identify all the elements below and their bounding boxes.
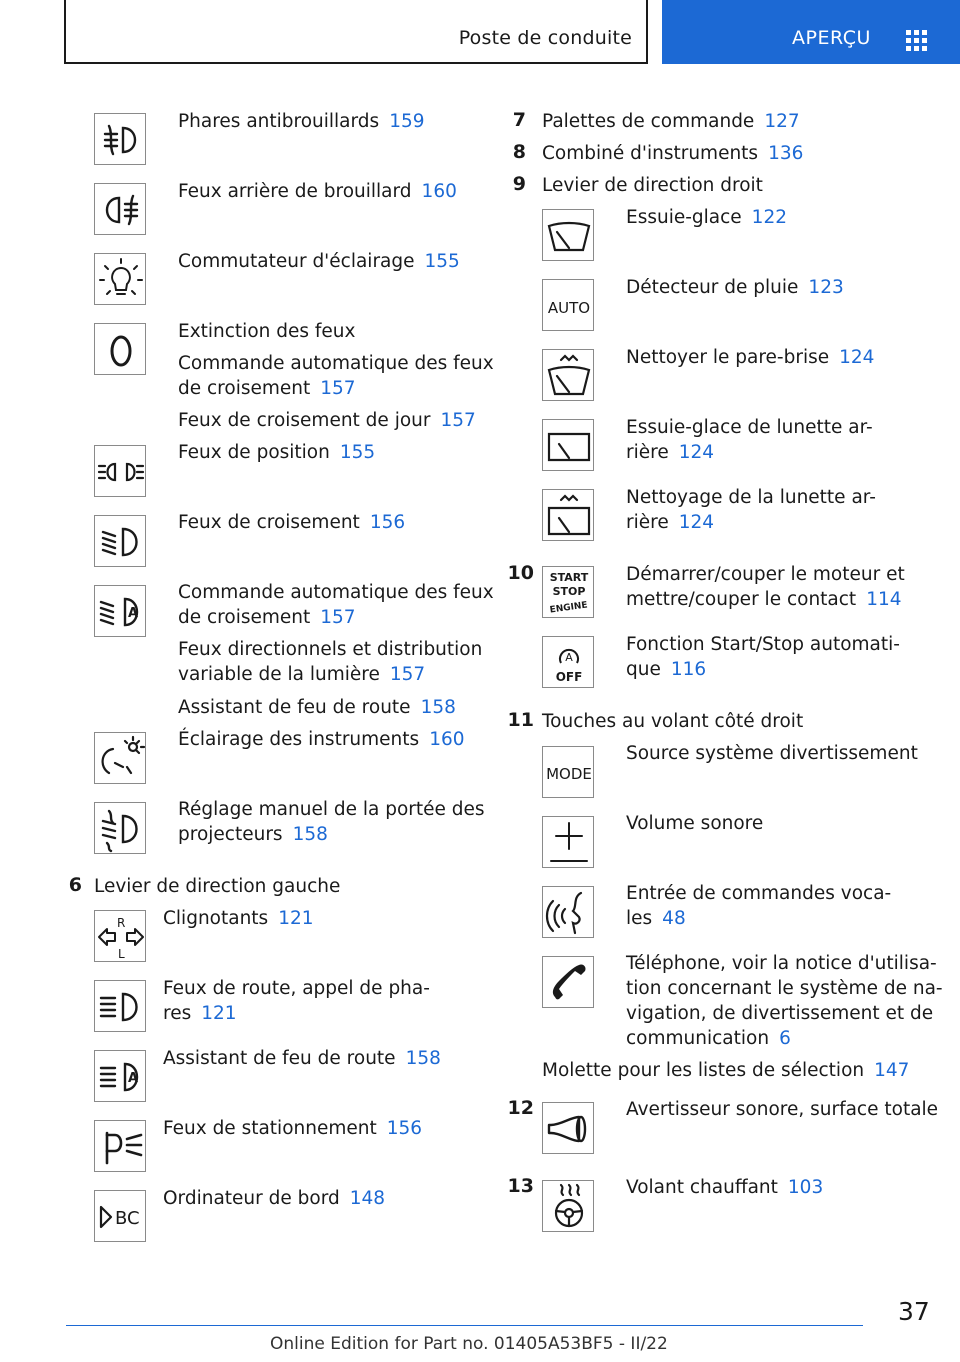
page-ref-link[interactable]: 124 <box>678 442 715 463</box>
page-ref-link[interactable]: 160 <box>429 729 465 750</box>
heated-steering-wheel-icon <box>542 1180 594 1232</box>
list-item: Molette pour les listes de sélection 147 <box>542 1060 910 1081</box>
list-item: Feux de position 155 <box>178 442 376 463</box>
header-title: Poste de conduite <box>458 27 632 49</box>
page-ref-link[interactable]: 114 <box>866 589 902 610</box>
list-item: Assistant de feu de route 158 <box>163 1048 441 1069</box>
page-ref-link[interactable]: 121 <box>278 908 314 929</box>
rear-fog-light-icon <box>94 183 146 235</box>
list-item: Feux de stationnement 156 <box>163 1118 423 1139</box>
off-label: OFF <box>555 670 583 684</box>
page-ref-link[interactable]: 157 <box>320 607 356 628</box>
position-lights-icon <box>94 445 146 497</box>
list-item: Phares antibrouillards 159 <box>178 111 425 132</box>
section-number: 9 <box>512 173 526 195</box>
page-ref-link[interactable]: 155 <box>424 251 460 272</box>
section-number: 6 <box>68 874 82 896</box>
light-switch-icon <box>94 253 146 305</box>
start-label: START <box>549 571 589 584</box>
list-item: Feux de croisement de jour 157 <box>178 410 476 431</box>
section-title: Touches au volant côté droit <box>542 711 804 732</box>
page-ref-link[interactable]: 6 <box>779 1028 791 1049</box>
engine-label: ENGINE <box>549 600 589 616</box>
page-ref-link[interactable]: 158 <box>405 1048 441 1069</box>
section-number: 8 <box>512 141 526 163</box>
svg-text:A: A <box>128 1071 139 1086</box>
list-item: Clignotants 121 <box>163 908 314 929</box>
list-item: Feux de croisement 156 <box>178 512 406 533</box>
high-beam-assistant-icon <box>94 1050 146 1102</box>
list-item: Avertisseur sonore, surface totale <box>626 1099 939 1120</box>
page-ref-link[interactable]: 156 <box>369 512 406 533</box>
section-number: 10 <box>507 562 534 584</box>
page-ref-link[interactable]: 147 <box>874 1060 910 1081</box>
list-item: Entrée de commandes voca- les 48 <box>626 883 892 929</box>
parking-light-icon <box>94 1120 146 1172</box>
list-item: Feux directionnels et distribution variable de la lumière 157 <box>178 639 483 685</box>
list-item: Volume sonore <box>626 813 764 834</box>
page-ref-link[interactable]: 124 <box>678 512 715 533</box>
header-section-tab[interactable] <box>662 0 960 64</box>
list-item: Réglage manuel de la portée des projecteurs 158 <box>178 799 485 845</box>
list-item: Démarrer/couper le moteur et mettre/couper le contact 114 <box>626 564 905 610</box>
section-number: 7 <box>512 109 526 131</box>
wiper-icon <box>542 209 594 261</box>
horn-icon <box>542 1102 594 1154</box>
list-item: Détecteur de pluie 123 <box>626 277 844 298</box>
section-number: 12 <box>507 1097 534 1119</box>
list-item: Ordinateur de bord 148 <box>163 1188 386 1209</box>
page-ref-link[interactable]: 157 <box>389 664 426 685</box>
high-beam-icon <box>94 980 146 1032</box>
list-item: Commutateur d'éclairage 155 <box>178 251 460 272</box>
header-section-label: APERÇU <box>792 27 871 49</box>
rear-washer-icon <box>542 489 594 541</box>
page-ref-link[interactable]: 156 <box>386 1118 423 1139</box>
front-fog-light-icon <box>94 113 146 165</box>
list-item: Téléphone, voir la notice d'utilisa- tion concernant le système de na- vigation, de divertissement et de communication 6 <box>626 953 943 1049</box>
list-item: Nettoyer le pare-brise 124 <box>626 347 875 368</box>
rear-wiper-icon <box>542 419 594 471</box>
page-ref-link[interactable]: 116 <box>670 659 707 680</box>
list-item: Fonction Start/Stop automati- que 116 <box>626 634 900 680</box>
section-number: 13 <box>507 1175 534 1197</box>
mode-label: MODE <box>546 765 592 783</box>
page-ref-link[interactable]: 48 <box>662 908 686 929</box>
list-item: Commande automatique des feux de croisement 157 <box>178 582 494 628</box>
grid-icon[interactable] <box>906 30 928 52</box>
list-item: Palettes de commande 127 <box>542 111 800 132</box>
page-ref-link[interactable]: 157 <box>440 410 476 431</box>
turn-signal-r-label: R <box>117 916 126 930</box>
lights-off-icon <box>94 323 146 375</box>
page-number: 37 <box>898 1297 930 1326</box>
header-title-box <box>64 0 648 64</box>
volume-icon <box>542 816 594 868</box>
page-ref-link[interactable]: 159 <box>389 111 425 132</box>
turn-signal-icon <box>94 910 146 962</box>
list-item: Source système divertissement <box>626 743 918 764</box>
page-ref-link[interactable]: 136 <box>768 143 804 164</box>
headlight-range-icon <box>94 802 146 854</box>
start-stop-engine-icon <box>542 566 594 618</box>
list-item: Feux de route, appel de pha- res 121 <box>163 978 430 1024</box>
page-ref-link[interactable]: 157 <box>320 378 356 399</box>
board-computer-icon <box>94 1190 146 1242</box>
auto-a-label: A <box>565 651 573 664</box>
list-item: Combiné d'instruments 136 <box>542 143 804 164</box>
list-item: Assistant de feu de route 158 <box>178 697 456 718</box>
footer-edition: Online Edition for Part no. 01405A53BF5 - II/22 <box>270 1334 668 1354</box>
page-ref-link[interactable]: 160 <box>421 181 457 202</box>
page-ref-link[interactable]: 121 <box>201 1003 237 1024</box>
page-ref-link[interactable]: 123 <box>808 277 844 298</box>
mode-button-icon <box>542 746 594 798</box>
rain-sensor-auto-label: AUTO <box>547 299 591 317</box>
list-item: Essuie-glace de lunette ar- rière 124 <box>626 417 873 463</box>
section-number: 11 <box>507 709 534 731</box>
low-beam-icon <box>94 515 146 567</box>
rain-sensor-auto-icon <box>542 279 594 331</box>
page-ref-link[interactable]: 148 <box>349 1188 386 1209</box>
stop-label: STOP <box>552 585 586 598</box>
voice-control-icon <box>542 886 594 938</box>
page-ref-link[interactable]: 124 <box>839 347 875 368</box>
page-ref-link[interactable]: 103 <box>787 1177 824 1198</box>
auto-headlight-icon <box>94 585 146 637</box>
page-ref-link[interactable]: 158 <box>292 824 328 845</box>
list-item: Feux arrière de brouillard 160 <box>178 181 457 202</box>
list-item: Essuie-glace 122 <box>626 207 787 228</box>
footer-divider <box>66 1325 863 1326</box>
instrument-lighting-icon <box>94 732 146 784</box>
section-title: Levier de direction gauche <box>94 876 341 897</box>
list-item: Nettoyage de la lunette ar- rière 124 <box>626 487 876 533</box>
page-ref-link[interactable]: 122 <box>751 207 787 228</box>
list-item: Extinction des feux <box>178 321 356 342</box>
windshield-washer-icon <box>542 349 594 401</box>
svg-text:A: A <box>128 606 139 621</box>
auto-start-stop-icon <box>542 636 594 688</box>
page-ref-link[interactable]: 155 <box>339 442 376 463</box>
list-item: Éclairage des instruments 160 <box>178 729 465 750</box>
section-title: Levier de direction droit <box>542 175 763 196</box>
board-computer-label: BC <box>115 1208 140 1229</box>
phone-icon <box>542 956 594 1008</box>
page-ref-link[interactable]: 127 <box>764 111 800 132</box>
list-item: Volant chauffant 103 <box>626 1177 824 1198</box>
list-item: Commande automatique des feux de croisement 157 <box>178 353 494 399</box>
page-ref-link[interactable]: 158 <box>420 697 456 718</box>
turn-signal-l-label: L <box>118 947 125 961</box>
